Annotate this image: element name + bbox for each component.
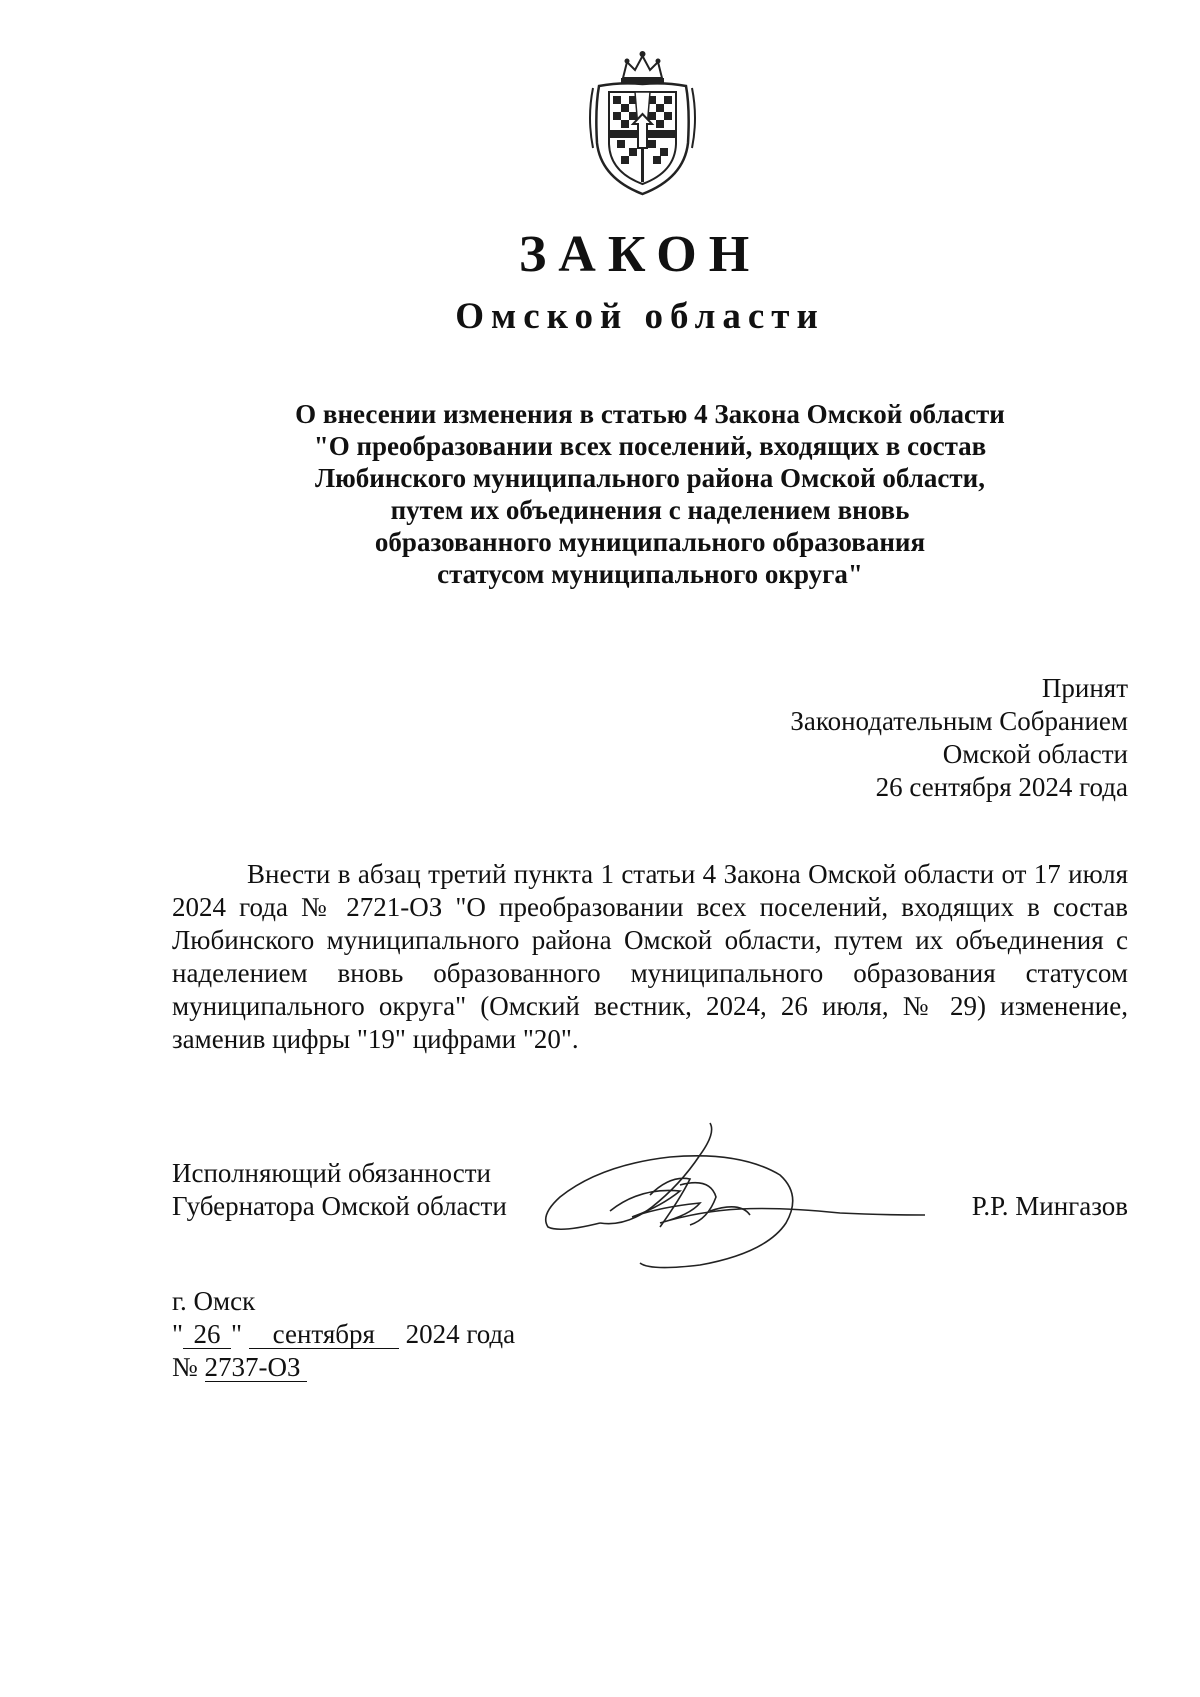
date-year: 2024 года [405, 1319, 516, 1349]
body-paragraph: Внести в абзац третий пункта 1 статьи 4 Закона Омской области от 17 июля 2024 года № 2721-ОЗ "О преобразовании всех поселений, входящих в состав Любинского муниципального района Омской области, путем их объединения с наделением вновь образованного муниципального образования статусом муниципального округа" (Омский вестник, 2024, 26 июля, № 29) изменение, заменив цифры "19" цифрами "20". [172, 859, 1128, 1054]
signatory-position-line: Губернатора Омской области [172, 1191, 507, 1221]
adoption-date: 26 сентября 2024 года [875, 772, 1128, 802]
signing-date [172, 1318, 515, 1351]
law-subject [250, 398, 1050, 590]
subject-line: статусом муниципального округа" [437, 559, 863, 589]
subject-line: образованного муниципального образования [374, 527, 926, 557]
adoption-line: Омской области [942, 739, 1128, 769]
subject-line: Любинского муниципального района Омской области, [315, 463, 985, 493]
number-sign: № [172, 1352, 198, 1382]
law-title: ЗАКОН [518, 226, 762, 283]
date-month: сентября [249, 1320, 399, 1349]
omsk-oblast-coat-of-arms-icon [585, 48, 700, 198]
subject-line: путем их объединения с наделением вновь [390, 495, 910, 525]
city: г. Омск [172, 1286, 256, 1316]
law-number-row [172, 1351, 515, 1384]
date-open-quote: " [172, 1319, 184, 1349]
date-close-quote: " [231, 1319, 243, 1349]
adoption-block [790, 672, 1128, 804]
adoption-line: Принят [1041, 673, 1128, 703]
law-number: 2737-ОЗ [205, 1353, 307, 1382]
signatory-name: Р.Р. Мингазов [971, 1191, 1128, 1221]
law-body [172, 858, 1128, 1056]
signatory-position [172, 1157, 507, 1223]
handwritten-signature [540, 1115, 940, 1275]
subject-line: О внесении изменения в статью 4 Закона Омской области [295, 399, 1005, 429]
signatory-position-line: Исполняющий обязанности [172, 1158, 491, 1188]
adoption-line: Законодательным Собранием [790, 706, 1128, 736]
subject-line: "О преобразовании всех поселений, входящих в состав [313, 431, 987, 461]
law-region: Омской области [455, 296, 825, 337]
document-footer [172, 1285, 515, 1384]
date-day: 26 [183, 1320, 231, 1349]
